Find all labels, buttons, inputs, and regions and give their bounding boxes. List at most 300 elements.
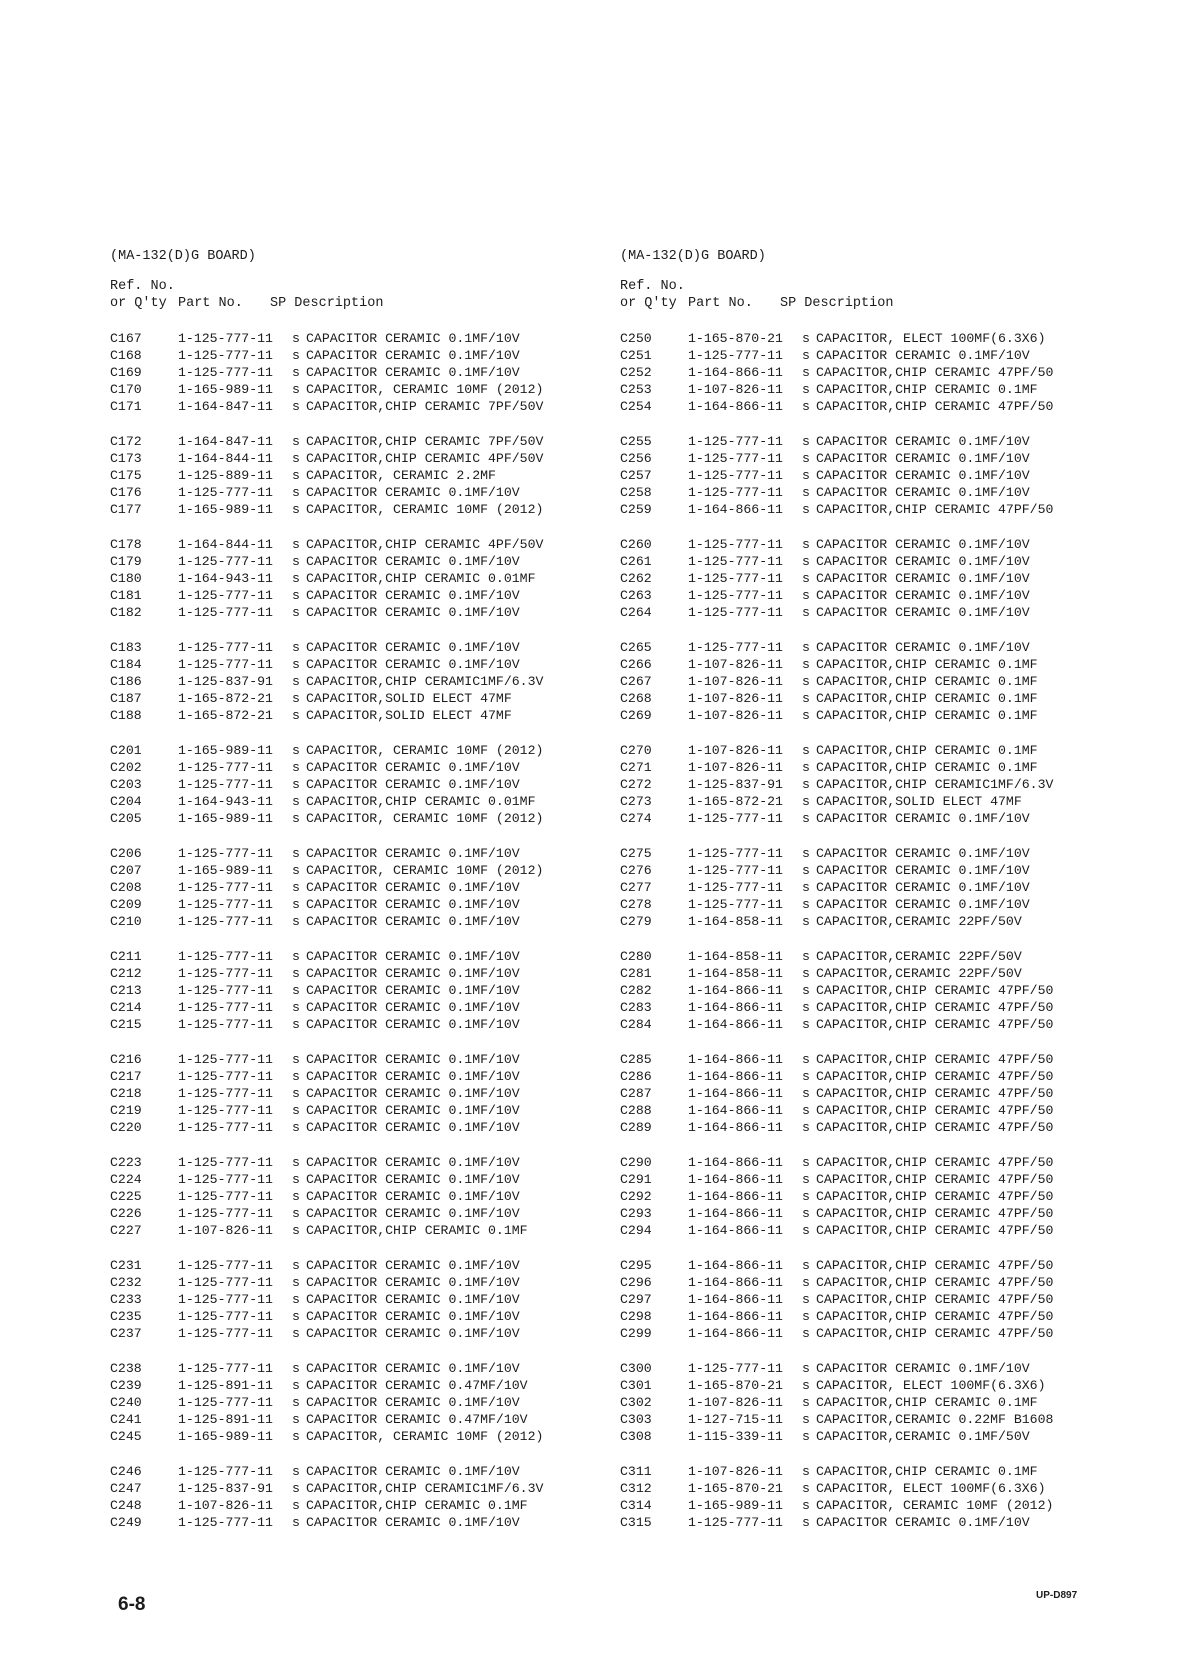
ref-number: C259 bbox=[620, 502, 652, 517]
ref-number: C314 bbox=[620, 1498, 652, 1513]
part-number: 1-125-837-91 bbox=[178, 674, 273, 689]
description: CAPACITOR,CHIP CERAMIC1MF/6.3V bbox=[306, 1481, 544, 1496]
part-number: 1-125-777-11 bbox=[688, 537, 783, 552]
part-number: 1-164-943-11 bbox=[178, 794, 273, 809]
description: CAPACITOR CERAMIC 0.1MF/10V bbox=[816, 485, 1030, 500]
sp-code: s bbox=[802, 365, 810, 380]
ref-number: C175 bbox=[110, 468, 142, 483]
ref-number: C218 bbox=[110, 1086, 142, 1101]
part-number: 1-125-777-11 bbox=[688, 1361, 783, 1376]
sp-code: s bbox=[802, 1052, 810, 1067]
description: CAPACITOR,CHIP CERAMIC 0.01MF bbox=[306, 794, 536, 809]
description: CAPACITOR CERAMIC 0.1MF/10V bbox=[306, 846, 520, 861]
sp-code: s bbox=[802, 743, 810, 758]
part-row bbox=[620, 364, 1090, 381]
part-row bbox=[620, 1205, 1090, 1222]
sp-code: s bbox=[802, 1326, 810, 1341]
ref-number: C281 bbox=[620, 966, 652, 981]
part-number: 1-164-847-11 bbox=[178, 399, 273, 414]
description: CAPACITOR CERAMIC 0.1MF/10V bbox=[306, 1017, 520, 1032]
sp-code: s bbox=[292, 451, 300, 466]
ref-number: C288 bbox=[620, 1103, 652, 1118]
parts-group bbox=[620, 1360, 1090, 1445]
description: CAPACITOR CERAMIC 0.1MF/10V bbox=[816, 1361, 1030, 1376]
sp-code: s bbox=[292, 760, 300, 775]
part-row bbox=[620, 1308, 1090, 1325]
ref-number: C283 bbox=[620, 1000, 652, 1015]
description: CAPACITOR CERAMIC 0.1MF/10V bbox=[306, 1000, 520, 1015]
sp-code: s bbox=[802, 348, 810, 363]
part-row bbox=[620, 1497, 1090, 1514]
sp-code: s bbox=[802, 777, 810, 792]
description: CAPACITOR CERAMIC 0.1MF/10V bbox=[306, 1206, 520, 1221]
part-number: 1-125-777-11 bbox=[178, 1464, 273, 1479]
ref-number: C245 bbox=[110, 1429, 142, 1444]
sp-code: s bbox=[292, 1103, 300, 1118]
description: CAPACITOR CERAMIC 0.1MF/10V bbox=[306, 1395, 520, 1410]
part-number: 1-125-777-11 bbox=[178, 1189, 273, 1204]
description: CAPACITOR,CHIP CERAMIC 47PF/50 bbox=[816, 1120, 1054, 1135]
part-number: 1-125-837-91 bbox=[178, 1481, 273, 1496]
sp-code: s bbox=[292, 1086, 300, 1101]
sp-code: s bbox=[292, 365, 300, 380]
ref-number: C267 bbox=[620, 674, 652, 689]
ref-number: C184 bbox=[110, 657, 142, 672]
sp-code: s bbox=[292, 502, 300, 517]
ref-number: C205 bbox=[110, 811, 142, 826]
description: CAPACITOR,CHIP CERAMIC 47PF/50 bbox=[816, 1326, 1054, 1341]
description: CAPACITOR CERAMIC 0.1MF/10V bbox=[306, 914, 520, 929]
parts-group bbox=[620, 1051, 1090, 1136]
description: CAPACITOR,CHIP CERAMIC 0.1MF bbox=[306, 1223, 528, 1238]
description: CAPACITOR CERAMIC 0.1MF/10V bbox=[816, 1515, 1030, 1530]
part-number: 1-125-777-11 bbox=[178, 640, 273, 655]
ref-number: C210 bbox=[110, 914, 142, 929]
part-row bbox=[620, 553, 1090, 570]
ref-number: C182 bbox=[110, 605, 142, 620]
ref-number: C289 bbox=[620, 1120, 652, 1135]
ref-number: C240 bbox=[110, 1395, 142, 1410]
sp-code: s bbox=[802, 846, 810, 861]
left-parts-column bbox=[110, 248, 580, 1549]
description: CAPACITOR CERAMIC 0.1MF/10V bbox=[306, 1361, 520, 1376]
part-row bbox=[110, 398, 580, 415]
sp-code: s bbox=[802, 1017, 810, 1032]
sp-code: s bbox=[802, 537, 810, 552]
part-row bbox=[110, 656, 580, 673]
sp-code: s bbox=[802, 1464, 810, 1479]
description: CAPACITOR,CHIP CERAMIC 0.1MF bbox=[816, 657, 1038, 672]
part-number: 1-164-847-11 bbox=[178, 434, 273, 449]
sp-code: s bbox=[802, 399, 810, 414]
description: CAPACITOR,CHIP CERAMIC 4PF/50V bbox=[306, 537, 544, 552]
sp-code: s bbox=[802, 1395, 810, 1410]
ref-number: C238 bbox=[110, 1361, 142, 1376]
sp-code: s bbox=[292, 1052, 300, 1067]
part-number: 1-164-866-11 bbox=[688, 1120, 783, 1135]
part-number: 1-107-826-11 bbox=[688, 743, 783, 758]
ref-number: C219 bbox=[110, 1103, 142, 1118]
sp-code: s bbox=[292, 588, 300, 603]
sp-code: s bbox=[292, 1000, 300, 1015]
sp-code: s bbox=[802, 1206, 810, 1221]
part-number: 1-125-777-11 bbox=[178, 331, 273, 346]
ref-number: C293 bbox=[620, 1206, 652, 1221]
description: CAPACITOR CERAMIC 0.1MF/10V bbox=[816, 434, 1030, 449]
part-number: 1-107-826-11 bbox=[178, 1223, 273, 1238]
parts-group bbox=[110, 1051, 580, 1136]
part-row bbox=[620, 690, 1090, 707]
part-row bbox=[620, 656, 1090, 673]
ref-number: C181 bbox=[110, 588, 142, 603]
part-row bbox=[620, 536, 1090, 553]
sp-code: s bbox=[802, 674, 810, 689]
part-number: 1-125-777-11 bbox=[178, 1258, 273, 1273]
part-number: 1-165-989-11 bbox=[178, 743, 273, 758]
part-row bbox=[110, 587, 580, 604]
part-number: 1-164-858-11 bbox=[688, 949, 783, 964]
part-row bbox=[620, 1068, 1090, 1085]
part-number: 1-165-989-11 bbox=[178, 502, 273, 517]
parts-group bbox=[110, 639, 580, 724]
ref-header-line2: or Q'ty bbox=[620, 296, 677, 311]
sp-code: s bbox=[802, 691, 810, 706]
part-number: 1-164-866-11 bbox=[688, 1275, 783, 1290]
sp-code: s bbox=[292, 1309, 300, 1324]
sp-code: s bbox=[292, 1275, 300, 1290]
part-row bbox=[620, 1411, 1090, 1428]
part-row bbox=[620, 1085, 1090, 1102]
part-row bbox=[110, 879, 580, 896]
description: CAPACITOR, ELECT 100MF(6.3X6) bbox=[816, 1481, 1046, 1496]
part-row bbox=[620, 1188, 1090, 1205]
part-row bbox=[620, 1171, 1090, 1188]
ref-number: C301 bbox=[620, 1378, 652, 1393]
ref-number: C183 bbox=[110, 640, 142, 655]
ref-number: C220 bbox=[110, 1120, 142, 1135]
part-number: 1-107-826-11 bbox=[688, 760, 783, 775]
part-row bbox=[620, 948, 1090, 965]
part-row bbox=[620, 999, 1090, 1016]
part-row bbox=[110, 1119, 580, 1136]
ref-number: C249 bbox=[110, 1515, 142, 1530]
part-row bbox=[110, 604, 580, 621]
part-number: 1-165-872-21 bbox=[688, 794, 783, 809]
ref-number: C284 bbox=[620, 1017, 652, 1032]
parts-list bbox=[110, 330, 580, 1531]
description: CAPACITOR CERAMIC 0.1MF/10V bbox=[306, 365, 520, 380]
sp-code: s bbox=[802, 914, 810, 929]
description: CAPACITOR,CHIP CERAMIC 47PF/50 bbox=[816, 983, 1054, 998]
description: CAPACITOR,CHIP CERAMIC 4PF/50V bbox=[306, 451, 544, 466]
part-number: 1-127-715-11 bbox=[688, 1412, 783, 1427]
part-row bbox=[110, 896, 580, 913]
description: CAPACITOR CERAMIC 0.1MF/10V bbox=[306, 1309, 520, 1324]
part-number: 1-125-777-11 bbox=[688, 554, 783, 569]
parts-group bbox=[110, 433, 580, 518]
part-number: 1-125-777-11 bbox=[178, 1395, 273, 1410]
description: CAPACITOR,CHIP CERAMIC 47PF/50 bbox=[816, 1189, 1054, 1204]
part-row bbox=[620, 570, 1090, 587]
part-row bbox=[110, 1257, 580, 1274]
part-row bbox=[620, 776, 1090, 793]
sp-code: s bbox=[292, 485, 300, 500]
description: CAPACITOR,CERAMIC 22PF/50V bbox=[816, 914, 1022, 929]
description: CAPACITOR CERAMIC 0.1MF/10V bbox=[306, 485, 520, 500]
part-row bbox=[110, 1291, 580, 1308]
part-row bbox=[620, 1016, 1090, 1033]
part-number: 1-164-844-11 bbox=[178, 451, 273, 466]
part-number: 1-125-777-11 bbox=[178, 1017, 273, 1032]
sp-code: s bbox=[802, 811, 810, 826]
part-row bbox=[110, 1154, 580, 1171]
part-number: 1-164-943-11 bbox=[178, 571, 273, 586]
part-row bbox=[110, 1411, 580, 1428]
part-number: 1-165-989-11 bbox=[688, 1498, 783, 1513]
parts-group bbox=[620, 948, 1090, 1033]
part-row bbox=[110, 1171, 580, 1188]
description: CAPACITOR CERAMIC 0.1MF/10V bbox=[816, 537, 1030, 552]
description: CAPACITOR,CHIP CERAMIC 0.1MF bbox=[816, 760, 1038, 775]
description: CAPACITOR CERAMIC 0.1MF/10V bbox=[816, 897, 1030, 912]
sp-code: s bbox=[292, 1361, 300, 1376]
ref-number: C276 bbox=[620, 863, 652, 878]
part-row bbox=[110, 913, 580, 930]
part-number: 1-125-777-11 bbox=[178, 1086, 273, 1101]
part-row bbox=[620, 587, 1090, 604]
part-row bbox=[110, 1016, 580, 1033]
part-row bbox=[110, 501, 580, 518]
part-number: 1-125-777-11 bbox=[178, 588, 273, 603]
ref-number: C250 bbox=[620, 331, 652, 346]
parts-group bbox=[620, 1154, 1090, 1239]
part-row bbox=[110, 1428, 580, 1445]
parts-group bbox=[110, 1154, 580, 1239]
ref-number: C285 bbox=[620, 1052, 652, 1067]
part-row bbox=[110, 347, 580, 364]
sp-code: s bbox=[802, 1258, 810, 1273]
description: CAPACITOR CERAMIC 0.1MF/10V bbox=[306, 331, 520, 346]
part-number: 1-125-777-11 bbox=[688, 1515, 783, 1530]
part-row bbox=[110, 639, 580, 656]
sp-code: s bbox=[802, 880, 810, 895]
part-number: 1-107-826-11 bbox=[688, 674, 783, 689]
part-number: 1-107-826-11 bbox=[688, 1395, 783, 1410]
parts-group bbox=[110, 845, 580, 930]
description: CAPACITOR, CERAMIC 10MF (2012) bbox=[306, 502, 544, 517]
ref-number: C256 bbox=[620, 451, 652, 466]
part-row bbox=[110, 810, 580, 827]
description: CAPACITOR,CHIP CERAMIC 0.01MF bbox=[306, 571, 536, 586]
part-row bbox=[110, 1360, 580, 1377]
part-row bbox=[110, 364, 580, 381]
description: CAPACITOR,CHIP CERAMIC 47PF/50 bbox=[816, 1172, 1054, 1187]
ref-number: C188 bbox=[110, 708, 142, 723]
part-number: 1-164-866-11 bbox=[688, 1258, 783, 1273]
sp-code: s bbox=[292, 331, 300, 346]
ref-number: C168 bbox=[110, 348, 142, 363]
ref-number: C297 bbox=[620, 1292, 652, 1307]
description: CAPACITOR,SOLID ELECT 47MF bbox=[816, 794, 1022, 809]
sp-code: s bbox=[802, 1429, 810, 1444]
part-row bbox=[110, 433, 580, 450]
part-row bbox=[620, 639, 1090, 656]
sp-code: s bbox=[292, 1378, 300, 1393]
part-number: 1-125-777-11 bbox=[178, 1155, 273, 1170]
description: CAPACITOR,CHIP CERAMIC 7PF/50V bbox=[306, 434, 544, 449]
description: CAPACITOR, CERAMIC 10MF (2012) bbox=[306, 1429, 544, 1444]
ref-number: C208 bbox=[110, 880, 142, 895]
ref-number: C177 bbox=[110, 502, 142, 517]
description: CAPACITOR CERAMIC 0.1MF/10V bbox=[306, 966, 520, 981]
part-row bbox=[620, 450, 1090, 467]
part-number: 1-165-989-11 bbox=[178, 863, 273, 878]
ref-number: C176 bbox=[110, 485, 142, 500]
sp-code: s bbox=[292, 794, 300, 809]
sp-code: s bbox=[802, 640, 810, 655]
part-row bbox=[620, 1514, 1090, 1531]
description: CAPACITOR,CHIP CERAMIC 0.1MF bbox=[816, 743, 1038, 758]
parts-list bbox=[620, 330, 1090, 1531]
ref-number: C315 bbox=[620, 1515, 652, 1530]
sp-code: s bbox=[292, 554, 300, 569]
ref-number: C167 bbox=[110, 331, 142, 346]
part-row bbox=[110, 1205, 580, 1222]
part-number: 1-125-777-11 bbox=[178, 605, 273, 620]
ref-number: C255 bbox=[620, 434, 652, 449]
part-number: 1-125-777-11 bbox=[688, 571, 783, 586]
sp-code: s bbox=[802, 485, 810, 500]
part-number: 1-164-866-11 bbox=[688, 1206, 783, 1221]
part-row bbox=[110, 1085, 580, 1102]
part-row bbox=[620, 398, 1090, 415]
ref-number: C180 bbox=[110, 571, 142, 586]
parts-group bbox=[620, 845, 1090, 930]
description: CAPACITOR CERAMIC 0.1MF/10V bbox=[306, 880, 520, 895]
ref-number: C248 bbox=[110, 1498, 142, 1513]
parts-group bbox=[110, 536, 580, 621]
part-row bbox=[620, 347, 1090, 364]
part-row bbox=[620, 484, 1090, 501]
description: CAPACITOR CERAMIC 0.1MF/10V bbox=[306, 640, 520, 655]
parts-group bbox=[620, 536, 1090, 621]
part-row bbox=[620, 742, 1090, 759]
part-row bbox=[620, 604, 1090, 621]
part-row bbox=[620, 896, 1090, 913]
sp-code: s bbox=[292, 743, 300, 758]
parts-group bbox=[620, 742, 1090, 827]
ref-number: C258 bbox=[620, 485, 652, 500]
sp-code: s bbox=[292, 1429, 300, 1444]
part-number: 1-164-866-11 bbox=[688, 1223, 783, 1238]
part-number: 1-125-777-11 bbox=[178, 846, 273, 861]
description: CAPACITOR,CHIP CERAMIC 7PF/50V bbox=[306, 399, 544, 414]
sp-code: s bbox=[292, 1258, 300, 1273]
part-row bbox=[620, 810, 1090, 827]
sp-code: s bbox=[802, 897, 810, 912]
ref-number: C235 bbox=[110, 1309, 142, 1324]
ref-number: C298 bbox=[620, 1309, 652, 1324]
ref-number: C279 bbox=[620, 914, 652, 929]
part-number: 1-125-777-11 bbox=[688, 348, 783, 363]
sp-code: s bbox=[292, 1206, 300, 1221]
description: CAPACITOR,CHIP CERAMIC 0.1MF bbox=[816, 691, 1038, 706]
sp-code: s bbox=[292, 434, 300, 449]
part-number: 1-125-777-11 bbox=[178, 983, 273, 998]
description: CAPACITOR CERAMIC 0.1MF/10V bbox=[306, 1464, 520, 1479]
part-row bbox=[110, 1068, 580, 1085]
sp-code: s bbox=[292, 914, 300, 929]
description: CAPACITOR,CHIP CERAMIC 0.1MF bbox=[816, 1395, 1038, 1410]
part-number: 1-125-777-11 bbox=[178, 365, 273, 380]
part-number: 1-125-777-11 bbox=[178, 949, 273, 964]
ref-number: C274 bbox=[620, 811, 652, 826]
part-number: 1-125-777-11 bbox=[178, 1275, 273, 1290]
description: CAPACITOR,CHIP CERAMIC 0.1MF bbox=[306, 1498, 528, 1513]
sp-code: s bbox=[802, 1361, 810, 1376]
ref-number: C292 bbox=[620, 1189, 652, 1204]
part-number: 1-164-844-11 bbox=[178, 537, 273, 552]
part-number: 1-165-989-11 bbox=[178, 811, 273, 826]
description: CAPACITOR CERAMIC 0.1MF/10V bbox=[306, 657, 520, 672]
ref-number: C278 bbox=[620, 897, 652, 912]
part-row bbox=[620, 982, 1090, 999]
part-row bbox=[620, 1154, 1090, 1171]
ref-number: C202 bbox=[110, 760, 142, 775]
part-row bbox=[110, 845, 580, 862]
part-row bbox=[110, 553, 580, 570]
sp-code: s bbox=[292, 382, 300, 397]
part-row bbox=[620, 1274, 1090, 1291]
description: CAPACITOR CERAMIC 0.1MF/10V bbox=[306, 554, 520, 569]
part-number: 1-107-826-11 bbox=[688, 691, 783, 706]
part-number: 1-125-777-11 bbox=[178, 1206, 273, 1221]
column-header bbox=[620, 278, 1090, 330]
ref-number: C263 bbox=[620, 588, 652, 603]
sp-code: s bbox=[292, 897, 300, 912]
description: CAPACITOR CERAMIC 0.47MF/10V bbox=[306, 1412, 528, 1427]
part-row bbox=[620, 913, 1090, 930]
sp-code: s bbox=[292, 983, 300, 998]
part-number: 1-125-891-11 bbox=[178, 1378, 273, 1393]
part-number: 1-125-777-11 bbox=[688, 897, 783, 912]
description: CAPACITOR CERAMIC 0.1MF/10V bbox=[306, 605, 520, 620]
ref-number: C212 bbox=[110, 966, 142, 981]
sp-code: s bbox=[802, 382, 810, 397]
part-row bbox=[620, 467, 1090, 484]
sp-code: s bbox=[802, 571, 810, 586]
part-row bbox=[620, 1257, 1090, 1274]
part-row bbox=[110, 1325, 580, 1342]
parts-group bbox=[620, 1463, 1090, 1531]
description: CAPACITOR CERAMIC 0.1MF/10V bbox=[816, 554, 1030, 569]
part-row bbox=[620, 501, 1090, 518]
description: CAPACITOR,CHIP CERAMIC 47PF/50 bbox=[816, 1052, 1054, 1067]
description: CAPACITOR,SOLID ELECT 47MF bbox=[306, 691, 512, 706]
sp-code: s bbox=[802, 1120, 810, 1135]
part-number: 1-125-777-11 bbox=[688, 846, 783, 861]
part-number: 1-125-777-11 bbox=[688, 588, 783, 603]
part-row bbox=[620, 1480, 1090, 1497]
part-number: 1-164-866-11 bbox=[688, 1052, 783, 1067]
sp-code: s bbox=[292, 399, 300, 414]
part-number: 1-164-866-11 bbox=[688, 1103, 783, 1118]
part-row bbox=[620, 1463, 1090, 1480]
sp-code: s bbox=[802, 657, 810, 672]
part-number: 1-125-777-11 bbox=[178, 1069, 273, 1084]
part-row bbox=[110, 759, 580, 776]
part-number: 1-125-777-11 bbox=[178, 760, 273, 775]
